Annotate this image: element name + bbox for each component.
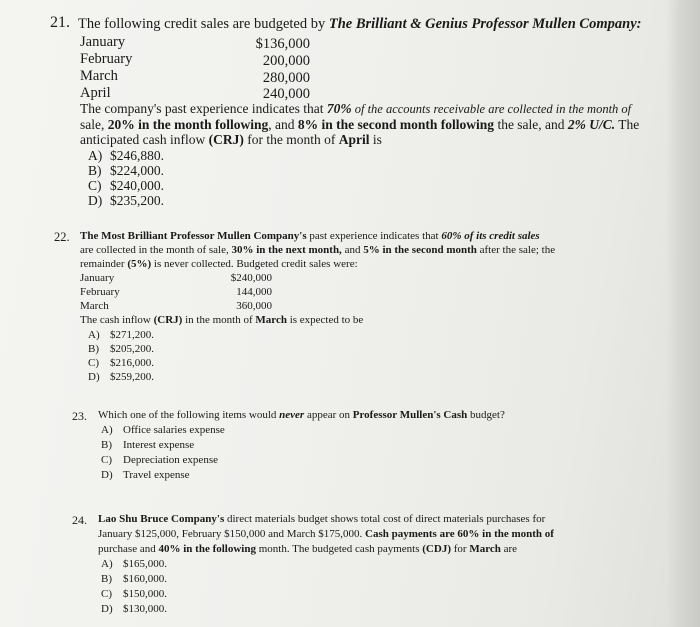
text-emphasis: (CRJ) [208, 132, 244, 147]
choice-text: $224,000. [110, 163, 164, 178]
choice-letter: A) [88, 329, 100, 341]
choice-letter: D) [101, 603, 113, 615]
question-text-line [80, 314, 363, 326]
question-text-line [80, 101, 631, 117]
choice-letter: A) [101, 424, 113, 436]
answer-choice[interactable] [101, 454, 218, 466]
text-segment: is [369, 132, 382, 147]
question-text-line [80, 258, 358, 270]
choice-text: $150,000. [123, 588, 167, 600]
text-segment: in the month of [182, 314, 256, 326]
choice-text: Interest expense [123, 439, 195, 451]
text-segment: past experience indicates that [306, 230, 442, 242]
text-emphasis: Professor Mullen's Cash [352, 409, 468, 421]
choice-letter: C) [101, 454, 112, 466]
text-emphasis: April [338, 132, 370, 147]
sales-amount: $136,000 [255, 36, 310, 52]
sales-month: April [80, 85, 111, 101]
answer-choice[interactable] [88, 371, 154, 383]
text-segment: sale, [80, 117, 108, 132]
question-text-line [80, 230, 540, 242]
choice-text: $271,200. [110, 329, 154, 341]
choice-letter: B) [88, 343, 99, 355]
question-number: 21. [50, 14, 70, 31]
choice-letter: C) [88, 357, 99, 369]
choice-letter: C) [88, 178, 102, 193]
company-name: The Brilliant & Genius Professor Mullen Company: [328, 16, 642, 32]
answer-choice[interactable] [101, 439, 194, 451]
text-segment: appear on [304, 409, 353, 421]
company-name: Lao Shu Bruce Company's [98, 513, 225, 525]
choice-text: $165,000. [123, 558, 167, 570]
answer-choice[interactable] [101, 558, 167, 570]
sales-month: February [80, 286, 120, 298]
question-number: 24. [72, 513, 87, 527]
choice-text: Travel expense [123, 469, 190, 481]
text-emphasis: Cash payments are 60% in the month of [362, 528, 554, 540]
answer-choice[interactable] [88, 357, 154, 369]
text-emphasis: March [469, 543, 501, 555]
text-emphasis: (CRJ) [153, 314, 183, 326]
text-segment: are [500, 543, 518, 555]
answer-choice[interactable] [101, 603, 167, 615]
sales-amount: 200,000 [262, 53, 310, 69]
choice-letter: D) [88, 193, 103, 208]
choice-letter: A) [101, 558, 113, 570]
question-23 [0, 405, 700, 485]
answer-choice[interactable] [88, 148, 164, 164]
answer-choice[interactable] [88, 329, 154, 341]
company-name: The Most Brilliant Professor Mullen Company's [80, 230, 307, 242]
choice-text: $259,200. [110, 371, 154, 383]
answer-choice[interactable] [88, 343, 154, 355]
choice-text: $130,000. [123, 603, 167, 615]
sales-month: February [80, 51, 133, 67]
question-21 [0, 0, 700, 215]
choice-letter: B) [88, 163, 102, 178]
text-emphasis: 20% in the month following [107, 117, 269, 132]
text-segment: purchase and [98, 543, 159, 555]
choice-letter: C) [101, 588, 112, 600]
text-emphasis: 70% [326, 101, 352, 116]
sales-amount: 240,000 [262, 86, 310, 102]
text-segment: The cash inflow [80, 314, 154, 326]
sales-amount: 280,000 [262, 70, 310, 86]
answer-choice[interactable] [88, 178, 164, 194]
text-segment: The [615, 117, 640, 132]
text-segment: for the month of [243, 132, 339, 147]
text-segment: The company's past experience indicates that [80, 101, 327, 116]
sales-amount: 360,000 [236, 300, 272, 312]
choice-text: Office salaries expense [123, 424, 225, 436]
sales-month: January [80, 34, 126, 50]
choice-text: $246,880. [110, 148, 164, 163]
text-emphasis: March [255, 314, 287, 326]
text-emphasis: (5%) [127, 258, 152, 270]
choice-letter: A) [88, 148, 103, 163]
question-intro [78, 16, 641, 33]
text-emphasis: (CDJ) [422, 543, 451, 555]
text-segment: after the sale; the [476, 244, 556, 256]
question-number: 23. [72, 409, 87, 423]
answer-choice[interactable] [101, 424, 225, 436]
text-segment: budget? [467, 409, 505, 421]
choice-text: $235,200. [110, 193, 164, 208]
sales-month: January [80, 272, 115, 284]
text-segment: of the accounts receivable are collected in the month of [351, 102, 632, 116]
choice-letter: B) [101, 573, 112, 585]
choice-text: Depreciation expense [123, 454, 218, 466]
text-segment: January $125,000, February $150,000 and March $175,000. [98, 528, 363, 540]
choice-letter: B) [101, 439, 112, 451]
text-emphasis: never [279, 409, 305, 421]
choice-letter: D) [101, 469, 113, 481]
choice-text: $160,000. [123, 573, 167, 585]
question-22 [0, 225, 700, 395]
text-emphasis: 5% in the second month [363, 244, 477, 256]
answer-choice[interactable] [101, 573, 167, 585]
answer-choice[interactable] [88, 163, 164, 179]
text-segment: Which one of the following items would [98, 409, 280, 421]
text-segment: month. The budgeted cash payments [255, 543, 423, 555]
question-text-line [80, 117, 639, 133]
question-text-line [98, 409, 505, 421]
text-emphasis: 2% U/C. [567, 117, 616, 132]
question-text-line [80, 132, 382, 148]
text-segment: anticipated cash inflow [80, 132, 209, 147]
text-segment: is never collected. Budgeted credit sales were: [151, 258, 358, 270]
text-segment: and [341, 244, 364, 256]
text-segment: the sale, and [494, 117, 568, 132]
sales-amount: 144,000 [236, 286, 272, 298]
text-segment: remainder [80, 258, 128, 270]
question-text-line [80, 244, 555, 256]
text-segment: are collected in the month of sale, [80, 244, 232, 256]
text-emphasis: 30% in the next month, [231, 244, 342, 256]
sales-month: March [80, 68, 118, 84]
question-number: 22. [54, 230, 70, 244]
choice-text: $205,200. [110, 343, 154, 355]
answer-choice[interactable] [88, 193, 164, 209]
text-segment: is expected to be [286, 314, 364, 326]
sales-amount: $240,000 [230, 272, 272, 284]
choice-letter: D) [88, 371, 100, 383]
answer-choice[interactable] [101, 469, 190, 481]
question-24 [0, 510, 700, 627]
question-text-line [98, 513, 545, 525]
text-segment: direct materials budget shows total cost of direct materials purchases for [224, 513, 546, 525]
text-segment: for [450, 543, 470, 555]
choice-text: $240,000. [110, 178, 164, 193]
text-emphasis: 8% in the second month following [297, 117, 495, 132]
text-emphasis: 40% in the following [158, 543, 256, 555]
text-segment: , and [268, 117, 298, 132]
intro-text: The following credit sales are budgeted by [78, 16, 329, 32]
question-text-line [98, 543, 517, 555]
question-text-line [98, 528, 554, 540]
choice-text: $216,000. [110, 357, 154, 369]
answer-choice[interactable] [101, 588, 167, 600]
text-emphasis: 60% of its credit sales [441, 230, 540, 242]
sales-month: March [80, 300, 109, 312]
